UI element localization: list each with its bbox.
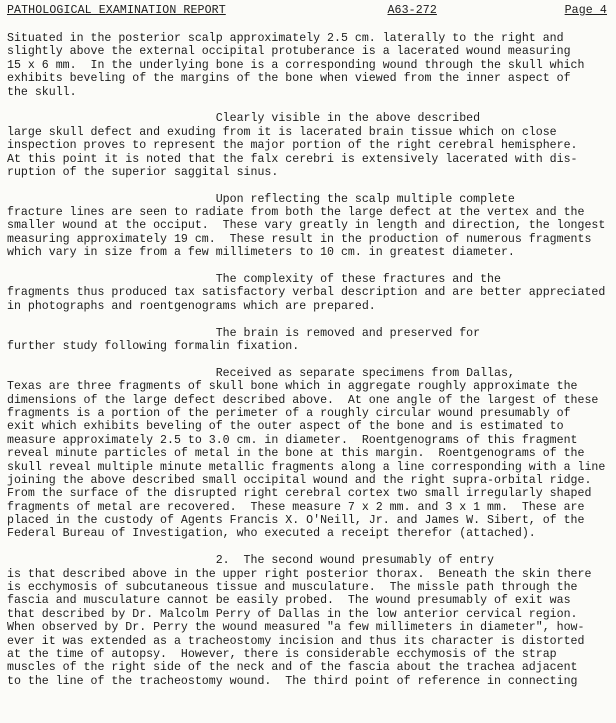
text-line: exhibits beveling of the margins of the bone when viewed from the inner aspect of (7, 72, 571, 86)
text-line: fragments thus produced tax satisfactory verbal description and are better appreciated (7, 286, 606, 300)
paragraph (7, 554, 609, 688)
text-line: to the line of the tracheostomy wound. The third point of reference in connecting (7, 674, 578, 688)
text-line: From the surface of the disrupted right cerebral cortex two small irregularly shaped (7, 487, 592, 501)
text-line: joining the above described small occipital wound and the right supra-orbital ridge. (7, 473, 592, 487)
paragraph (7, 112, 609, 179)
report-title: PATHOLOGICAL EXAMINATION REPORT (7, 4, 226, 17)
text-line: Federal Bureau of Investigation, who executed a receipt therefor (attached). (7, 527, 536, 541)
text-line: fascia and musculature cannot be easily probed. The wound presumably of exit was (7, 594, 571, 608)
page-number: Page 4 (564, 4, 607, 17)
paragraph-gap (7, 541, 609, 554)
case-number: A63-272 (387, 4, 437, 17)
text-line: Received as separate specimens from Dallas, (7, 366, 515, 380)
text-line: muscles of the right side of the neck and of the fascia about the trachea adjacent (7, 661, 578, 675)
text-line: fragments is a portion of the perimeter of a roughly circular wound presumably of (7, 406, 571, 420)
text-line: Upon reflecting the scalp multiple complete (7, 192, 515, 206)
paragraph-gap (7, 99, 609, 112)
text-line: skull reveal multiple minute metallic fragments along a line corresponding with a line (7, 460, 606, 474)
text-line: is ecchymosis of subcutaneous tissue and musculature. The missle path through the (7, 581, 578, 595)
text-line: Texas are three fragments of skull bone which in aggregate roughly approximate the (7, 380, 578, 394)
text-line: fracture lines are seen to radiate from both the large defect at the vertex and the (7, 206, 585, 220)
report-body (7, 32, 609, 688)
spacer (7, 18, 609, 32)
text-line: at the time of autopsy. However, there is considerable ecchymosis of the strap (7, 647, 557, 661)
text-line: dimensions of the large defect described above. At one angle of the largest of these (7, 393, 599, 407)
paragraph-gap (7, 313, 609, 326)
text-line: ruption of the superior saggital sinus. (7, 165, 279, 179)
paragraph (7, 367, 609, 541)
text-line: which vary in size from a few millimeters to 10 cm. in greatest diameter. (7, 246, 515, 260)
text-line: fragments of metal are recovered. These measure 7 x 2 mm. and 3 x 1 mm. These are (7, 500, 585, 514)
text-line: Clearly visible in the above described (7, 112, 481, 126)
text-line: measuring approximately 19 cm. These result in the production of numerous fragments (7, 232, 592, 246)
paragraph (7, 32, 609, 99)
paragraph (7, 193, 609, 260)
paragraph (7, 273, 609, 313)
text-line: inspection proves to represent the major portion of the right cerebral hemisphere. (7, 139, 578, 153)
text-line: the skull. (7, 85, 77, 99)
text-line: Situated in the posterior scalp approximately 2.5 cm. laterally to the right and (7, 32, 564, 45)
text-line: exit which exhibits beveling of the outer aspect of the bone and is estimated to (7, 420, 564, 434)
text-line: 2. The second wound presumably of entry (7, 554, 495, 568)
text-line: reveal minute particles of metal in the bone at this margin. Roentgenograms of the (7, 447, 585, 461)
text-line: The complexity of these fractures and the (7, 273, 501, 287)
paragraph-gap (7, 353, 609, 366)
paragraph (7, 327, 609, 354)
text-line: that described by Dr. Malcolm Perry of Dallas in the low anterior cervical region. (7, 607, 578, 621)
text-line: ever it was extended as a tracheostomy incision and thus its character is distorted (7, 634, 585, 648)
text-line: is that described above in the upper right posterior thorax. Beneath the skin there (7, 567, 592, 581)
text-line: The brain is removed and preserved for (7, 326, 481, 340)
paragraph-gap (7, 179, 609, 192)
paragraph-gap (7, 260, 609, 273)
text-line: measure approximately 2.5 to 3.0 cm. in diameter. Roentgenograms of this fragment (7, 433, 578, 447)
text-line: placed in the custody of Agents Francis X. O'Neill, Jr. and James W. Sibert, of the (7, 514, 585, 528)
report-header (7, 4, 609, 18)
text-line: further study following formalin fixation. (7, 339, 300, 353)
text-line: large skull defect and exuding from it is lacerated brain tissue which on close (7, 125, 557, 139)
text-line: 15 x 6 mm. In the underlying bone is a corresponding wound through the skull which (7, 58, 585, 72)
text-line: smaller wound at the occiput. These vary greatly in length and direction, the longest (7, 219, 606, 233)
text-line: in photographs and roentgenograms which are prepared. (7, 299, 376, 313)
text-line: When observed by Dr. Perry the wound measured "a few millimeters in diameter", how- (7, 621, 585, 635)
text-line: At this point it is noted that the falx cerebri is extensively lacerated with dis- (7, 152, 578, 166)
text-line: slightly above the external occipital protuberance is a lacerated wound measuring (7, 45, 571, 59)
